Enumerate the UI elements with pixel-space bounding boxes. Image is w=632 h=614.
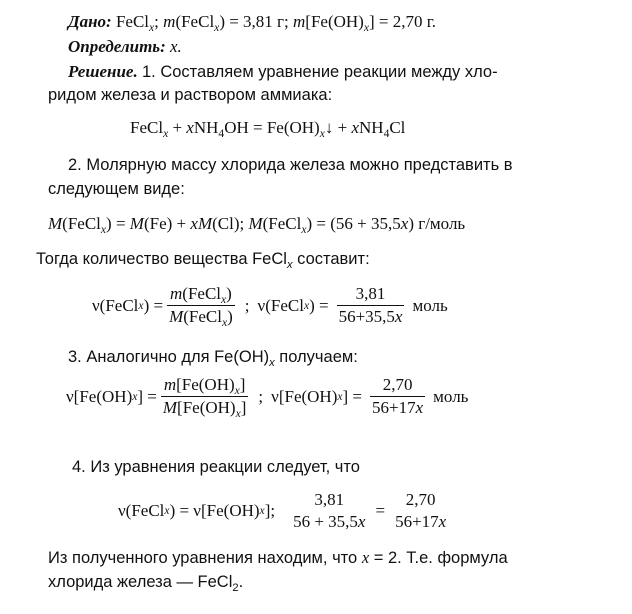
find-line [68,37,182,57]
find-label: Определить: [68,37,166,56]
fraction-fecl-value: $\frac{3,81}{56+35,5x}$ [338,284,403,326]
molar-mass-equation: M(FeCl$_x$) = M(Fe) + xM(Cl); M(FeCl$_x$) = (56 + 35,5x) г/моль [48,214,466,237]
fraction-m-over-M-feoh: $\frac{m[Fe(OH)_x]}{M[Fe(OH)_x]}$ [162,375,247,421]
fraction-m-over-M: $\frac{m(FeCl_x)}{M(FeCl_x)}$ [169,284,233,330]
find-value: x. [170,37,182,56]
solution-line-1: Решение. 1. Составляем уравнение реакции между хло- [68,62,498,81]
step3-line: 3. Аналогично для $Fe(OH)_x$ получаем: [68,348,358,369]
fraction-feoh-value: $\frac{2,70}{56+17x}$ [372,375,424,417]
solution-label: Решение. [68,62,138,81]
given-text-a: FeCl [115,12,150,31]
given-label: Дано: [68,12,112,31]
given-line: Дано: FeCl$_x$; m(FeCl$_x$) = 3,81 г; $m[Fe(OH)_x] = 2,70$ г. [68,12,437,35]
amount-feoh-equation: ν[Fe(OH) x ] = $\frac{m[Fe(OH)_x]}{M[Fe(OH)_x]}$ ; ν[Fe(OH) x ] = $\frac{2,70}{56+17x}$ моль [66,375,469,421]
precipitate-arrow: ↓ [324,118,334,137]
reaction-equation: FeCl$_x$ + $xNH_4OH = Fe(OH)_x↓ + xNH_4Cl$ [130,118,406,141]
amount-intro: Тогда количество вещества FeCl$_x$ составит: [36,250,370,271]
solution-line-2: ридом железа и раствором аммиака: [48,86,333,104]
conclusion-line-1: Из полученного уравнения находим, что x = 2. Т.е. формула [48,548,508,567]
fraction-equality-right: 2,70 56+17x [395,490,447,531]
equality-equation: ν(FeCl x ) = ν[Fe(OH) x ]; 3,81 56 + 35,5x = 2,70 56+17x [118,490,447,531]
amount-fecl-equation: ν(FeCl x ) = $\frac{m(FeCl_x)}{M(FeCl_x)}$ ; ν(FeCl x ) = $\frac{3,81}{56+35,5x}$ моль [92,284,448,330]
conclusion-line-2: хлорида железа — FeCl$_2$. [48,573,244,594]
fraction-equality-left: 3,81 56 + 35,5x [293,490,366,531]
step4-line: 4. Из уравнения реакции следует, что [72,458,360,476]
step2-line-1: 2. Молярную массу хлорида железа можно представить в [68,156,513,174]
step2-line-2: следующем виде: [48,180,185,198]
